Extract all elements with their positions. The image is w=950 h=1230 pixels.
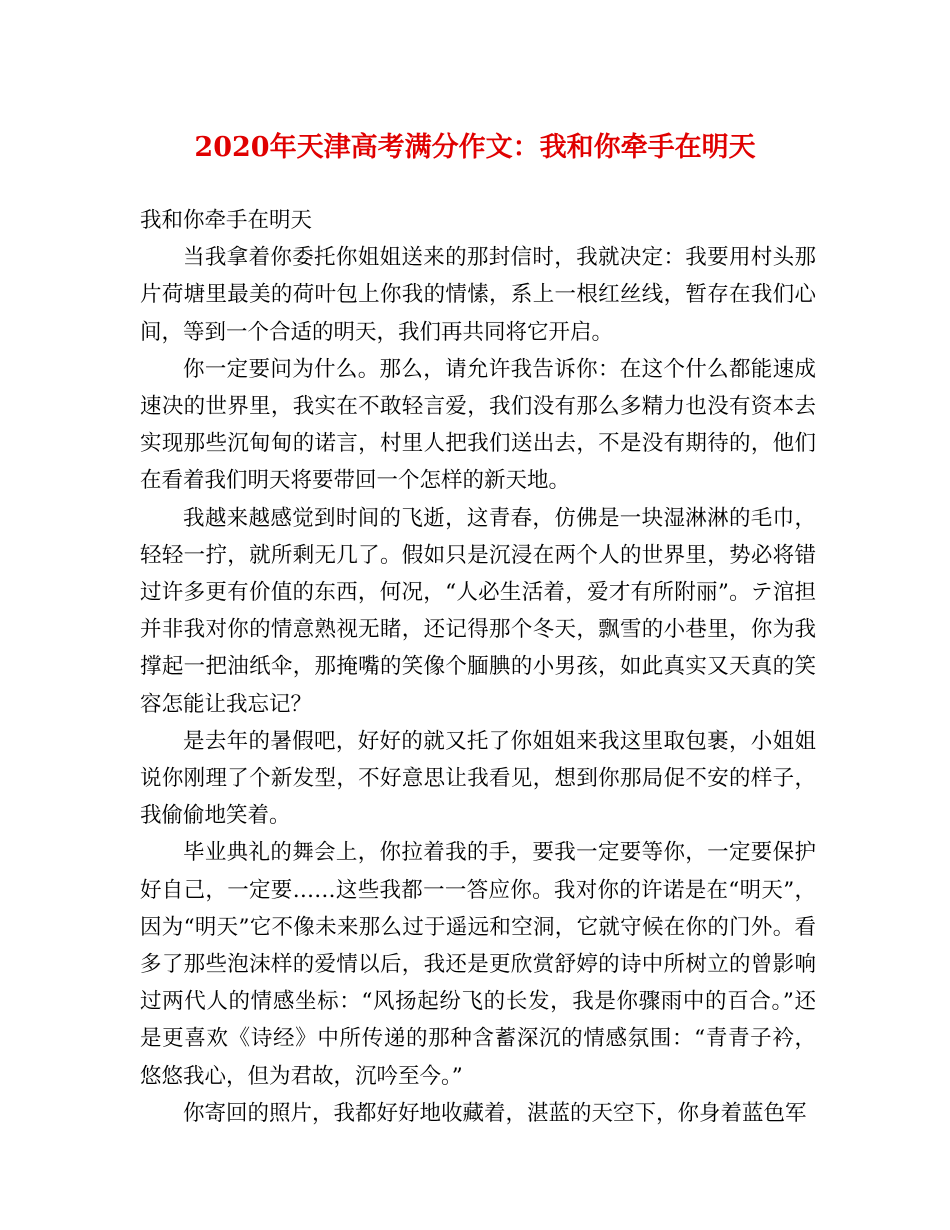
paragraph: 毕业典礼的舞会上，你拉着我的手，要我一定要等你，一定要保护好自己，一定要……这些我都一一答应你。我对你的许诺是在“明天”，因为“明天”它不像未来那么过于遥远和空洞，它就守候在你的门外。看多了那些泡沫样的爱情以后，我还是更欣赏舒婷的诗中所树立的曾影响过两代人的情感坐标：“风扬起纷飞的长发，我是你骤雨中的百合。”还是更喜欢《诗经》中所传递的那种含蓄深沉的情感氛围：“青青子衿，悠悠我心，但为君故，沉吟至今。” [140, 840, 816, 1089]
paragraph: 是去年的暑假吧，好好的就又托了你姐姐来我这里取包裹，小姐姐说你刚理了个新发型，不好意思让我看见，想到你那局促不安的样子，我偷偷地笑着。 [140, 728, 816, 829]
essay-heading: 我和你牵手在明天 [140, 208, 313, 233]
document-title: 2020年天津高考满分作文：我和你牵手在明天 [194, 132, 756, 163]
paragraph: 你寄回的照片，我都好好地收藏着，湛蓝的天空下，你身着蓝色军 [183, 1100, 807, 1126]
paragraph: 当我拿着你委托你姐姐送来的那封信时，我就决定：我要用村头那片荷塘里最美的荷叶包上你我的情愫，系上一根红丝线，暂存在我们心间，等到一个合适的明天，我们再共同将它开启。 [140, 245, 816, 345]
document-body [140, 202, 816, 1132]
paragraph: 我越来越感觉到时间的飞逝，这青春，仿佛是一块湿淋淋的毛巾，轻轻一拧，就所剩无几了。假如只是沉浸在两个人的世界里，势必将错过许多更有价值的东西，何况，“人必生活着，爱才有所附丽”。テ涫担并非我对你的情意熟视无睹，还记得那个冬天，飘雪的小巷里，你为我撑起一把油纸伞，那掩嘴的笑像个腼腆的小男孩，如此真实又天真的笑容怎能让我忘记？ [140, 505, 816, 717]
paragraph: 你一定要问为什么。那么，请允许我告诉你：在这个什么都能速成速决的世界里，我实在不敢轻言爱，我们没有那么多精力也没有资本去实现那些沉甸甸的诺言，村里人把我们送出去，不是没有期待的，他们在看着我们明天将要带回一个怎样的新天地。 [140, 356, 816, 494]
